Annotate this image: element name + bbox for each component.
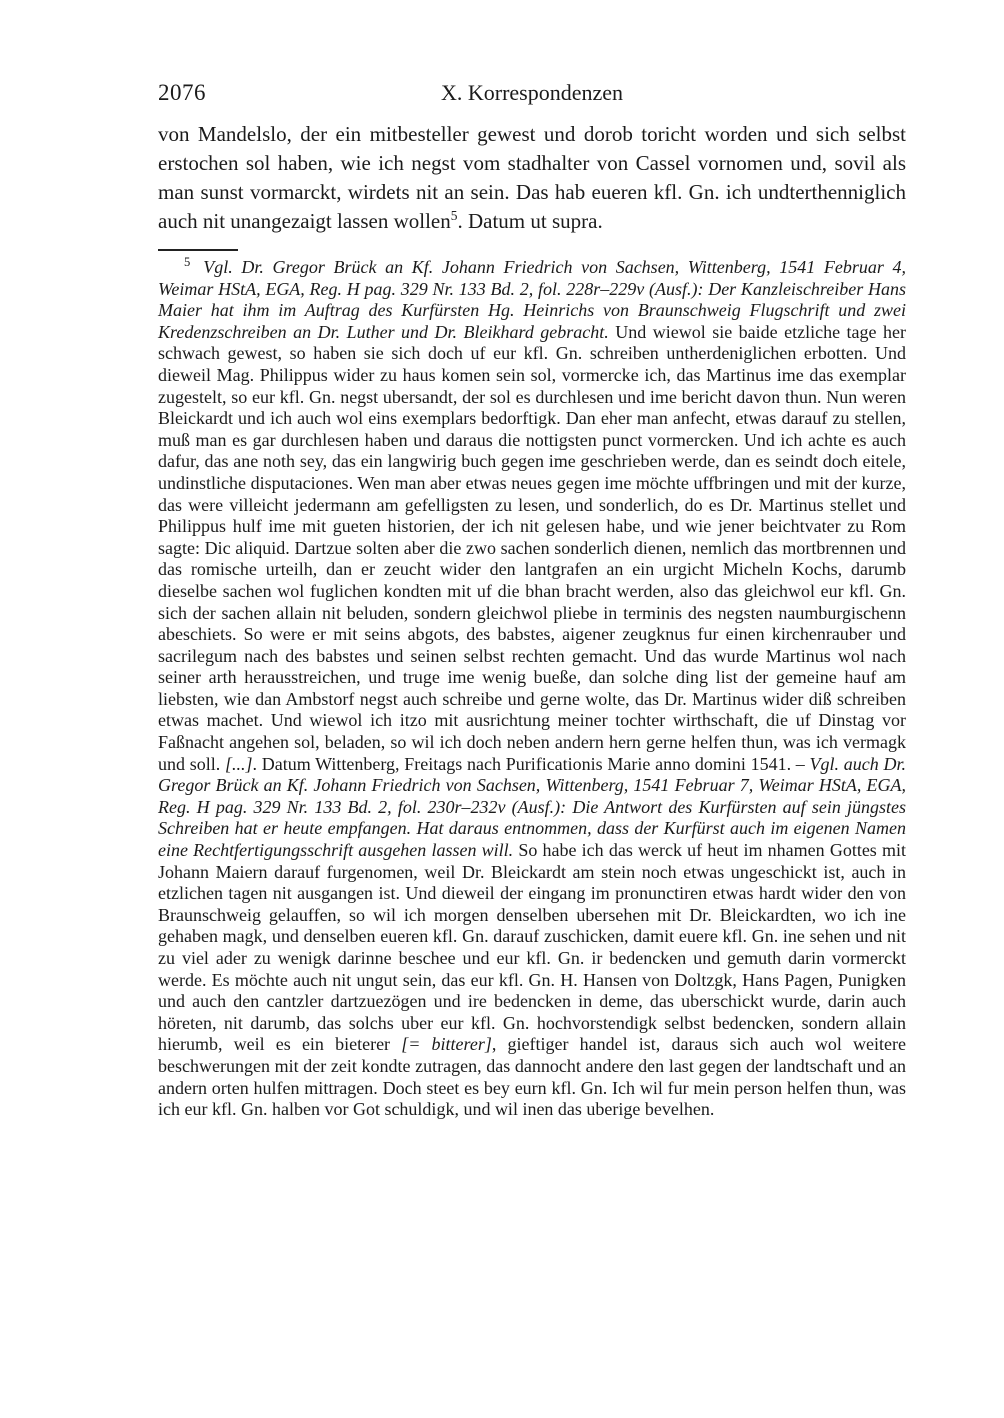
running-head-title: X. Korrespondenzen (440, 80, 624, 105)
page-number: 2076 (158, 80, 206, 105)
main-text (158, 120, 906, 236)
footnote-number: 5 (184, 255, 191, 269)
footnote-separator-rule (158, 249, 238, 251)
footnote-text: Vgl. Dr. Gregor Brück an Kf. Johann Friedrich von Sachsen, Wittenberg, 1541 Februar 4, Weimar HStA, EGA, Reg. H pag. 329 Nr. 133 Bd. 2, fol. 228r–229v (Ausf.): Der Kanzleischreiber Hans Maier hat ihm im Auftrag des Kurfürsten Hg. Heinrichs von Braunschweig Flugschrift und zwei Kredenzschreiben an Dr. Luther und Dr. Bleikhard gebracht. Und wiewol sie baide etzliche tage her schwach gewest, so haben sie sich doch uf eur kfl. Gn. schreiben untherdeniglichen erbotten. Und dieweil Mag. Philippus wider zu haus komen sein sol, vormercke ich, das Martinus ime das exemplar zugestelt, so eur kfl. Gn. negst ubersandt, der sol es durchlesen und ime bericht davon thun. Nun weren Bleickardt und ich auch wol eins exemplars bedorftigk. Dan eher man anfecht, etwas darauf zu stellen, muß man es gar durchlesen haben und daraus die nottigsten punct vormercken. Und ich achte es auch dafur, das ane noth sey, das ein langwirig buch gegen ime geschrieben werde, dan es seindt doch eitele, undinstliche disputaciones. Wen man aber etwas neues gegen ime möchte uffbringen und mit der kurze, das were villeicht jedermann am gefelligsten zu lesen, und sonderlich, do es Dr. Martinus stellet und Philippus hulf ime mit gueten historien, der ich nit gelesen habe, und wie jener beichtvater zu Rom sagte: Dic aliquid. Dartzue solten aber die zwo sachen sonderlich dienen, nemlich das mortbrennen und das romische urteilh, dan er zeucht wider den lantgrafen an ein urgicht Micheln Kochs, darumb dieselbe sachen wol fuglichen kondten mit uf die bhan bracht werden, also das gleichwol eur kfl. Gn. sich der sachen allain nit beluden, sondern gleichwol pliebe in terminis des negsten naumburgischenn abeschiets. So were er mit seins abgots, des babstes, aigener zeugknus fur einen kirchenrauber und sacrilegum nach des babstes und seinen selbst rechten gemacht. Und das wurde Martinus wol nach seiner arth herausstreichen, und truge ime wenig bueße, dan solche ding list der gemeine hauf am liebsten, wie dan Ambstorf negst auch schreibe und gerne wolte, das Dr. Martinus wider diß schreiben etwas machet. Und wiewol ich itzo mit ausrichtung meiner tochter wirthschaft, die uf Dinstag vor Faßnacht angehen sol, beladen, so wil ich doch neben andern hern gerne helfen thun, was ich vermagk und soll. [...]. Datum Wittenberg, Freitags nach Purificationis Marie anno domini 1541. – Vgl. auch Dr. Gregor Brück an Kf. Johann Friedrich von Sachsen, Wittenberg, 1541 Februar 7, Weimar HStA, EGA, Reg. H pag. 329 Nr. 133 Bd. 2, fol. 230r–232v (Ausf.): Die Antwort des Kurfürsten auf sein jüngstes Schreiben hat er heute empfangen. Hat daraus entnommen, dass der Kurfürst auch im eigenen Namen eine Rechtfertigungsschrift ausgehen lassen will. So habe ich das werck uf heut im nhamen Gottes mit Johann Maiern darauf furgenomen, weil Dr. Bleickardt am stein noch etwas ungeschickt ist, auch in etzlichen tagen nit ausgangen ist. Und dieweil der eingang im pronunctiren etwas hardt wider den von Braunschweig gelauffen, so wil ich morgen denselben ubersehen mit Dr. Bleickardten, wo ich ine gehaben magk, und denselben eueren kfl. Gn. darauf zuschicken, damit euere kfl. Gn. ine sehen und nit zu viel ader zu wenigk darinne beschee und eur kfl. Gn. ir bedencken und gemuth darin vormerckt werde. Es möchte auch nit ungut sein, das eur kfl. Gn. H. Hansen von Doltzgk, Hans Pagen, Punigken und auch den cantzler dartzuezögen und ire bedencken in deme, das uberschickt wurde, darin auch höreten, nit darumb, das solchs uber eur kfl. Gn. hochvorstendigk selbst bedencken, sondern allain hierumb, weil es ein bieterer [= bitterer], gieftiger handel ist, daraus sich auch wol weitere beschwerungen mit der zeit kondte zutragen, das dannocht andere den last gegen der landtschaft und an andern orten hulfen mittragen. Doch steet es bey eurn kfl. Gn. Ich wil fur mein person helfen thun, was ich eur kfl. Gn. halben vor Got schuldigk, und wil inen das uberige bevelhen. (158, 257, 906, 1120)
footnote-paragraph (158, 257, 906, 1121)
footnote-section (158, 257, 906, 1121)
running-header (158, 78, 906, 108)
text-column (158, 78, 906, 1121)
body-paragraph: von Mandelslo, der ein mitbesteller gewest und dorob toricht worden und sich selbst erstochen sol haben, wie ich negst vom stadhalter von Cassel vornomen und, sovil als man sunst vormarckt, wirdets nit an sein. Das hab eueren kfl. Gn. ich undterthenniglich auch nit unangezaigt lassen wollen$^5$. Datum ut supra. (158, 122, 906, 233)
